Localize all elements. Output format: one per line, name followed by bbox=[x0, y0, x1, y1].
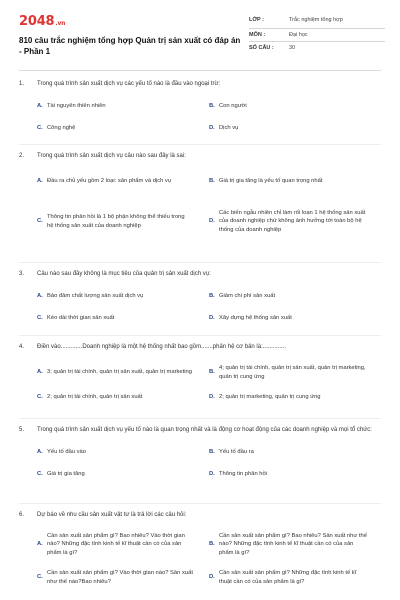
answer-options bbox=[37, 361, 381, 407]
meta-value-subject: Đại học bbox=[289, 32, 308, 38]
option-d[interactable] bbox=[209, 569, 381, 586]
option-letter: A. bbox=[37, 449, 43, 456]
option-row bbox=[37, 566, 381, 590]
option-text: Bảo đảm chất lượng sản xuất dịch vụ bbox=[47, 293, 144, 300]
option-row bbox=[37, 98, 381, 116]
site-logo[interactable] bbox=[19, 14, 65, 29]
meta-row-subject bbox=[249, 29, 385, 42]
option-d[interactable] bbox=[209, 124, 381, 133]
option-d[interactable] bbox=[209, 209, 381, 235]
option-letter: C. bbox=[37, 125, 43, 132]
option-letter: A. bbox=[37, 369, 43, 376]
option-a[interactable] bbox=[37, 292, 209, 301]
meta-value-count: 30 bbox=[289, 45, 296, 51]
option-row bbox=[37, 170, 381, 194]
option-text: Thông tin phản hồi là 1 bộ phận không thể thiếu trong hệ thống sản xuất của doanh nghiệp bbox=[47, 214, 185, 229]
option-c[interactable] bbox=[37, 569, 209, 586]
option-row bbox=[37, 120, 381, 138]
meta-label-subject: MÔN : bbox=[249, 32, 266, 38]
option-letter: A. bbox=[37, 103, 43, 110]
question-body: Câu nào sau đây không là mục tiêu của quản trị sản xuất dịch vụ: bbox=[37, 271, 211, 277]
question-number: 4. bbox=[19, 344, 25, 350]
question-body: Trong quá trình sản xuất dịch vụ các yếu tố nào là đầu vào ngoại trừ: bbox=[37, 81, 221, 87]
document-header bbox=[19, 12, 381, 64]
question-body: Điền vào.............Doanh nghiệp là một hệ thống nhất bao gồm.......phân hệ cơ bản là:.............. bbox=[37, 344, 287, 350]
option-letter: A. bbox=[37, 293, 43, 300]
option-text: Cần sản xuất sản phẩm gì? Những đặc tính kinh tế kĩ thuật cần có của sản phẩm là gì? bbox=[219, 570, 357, 585]
option-letter: B. bbox=[209, 293, 215, 300]
meta-label-class: LỚP : bbox=[249, 17, 264, 23]
option-a[interactable] bbox=[37, 448, 209, 457]
option-b[interactable] bbox=[209, 292, 381, 301]
option-text: Các biến ngẫu nhiên chỉ làm rối loạn 1 hệ thống sản xuất của doanh nghiệp chứ không ảnh hưởng tới toàn bộ hệ thống của doanh nghiệp bbox=[219, 209, 366, 233]
option-letter: A. bbox=[37, 541, 43, 548]
option-letter: B. bbox=[209, 449, 215, 456]
meta-value-class: Trắc nghiệm tổng hợp bbox=[289, 17, 343, 23]
option-letter: D. bbox=[209, 218, 215, 225]
question-divider bbox=[19, 262, 381, 263]
option-text: Công nghệ bbox=[47, 125, 76, 132]
option-d[interactable] bbox=[209, 314, 381, 323]
question-number: 1. bbox=[19, 81, 25, 87]
option-letter: C. bbox=[37, 218, 43, 225]
document-meta bbox=[249, 14, 385, 55]
option-letter: D. bbox=[209, 471, 215, 478]
option-row bbox=[37, 466, 381, 484]
answer-options bbox=[37, 170, 381, 244]
option-letter: D. bbox=[209, 574, 215, 581]
question-6 bbox=[19, 511, 381, 590]
question-5 bbox=[19, 426, 381, 484]
option-row bbox=[37, 200, 381, 244]
option-c[interactable] bbox=[37, 124, 209, 133]
option-d[interactable] bbox=[209, 393, 381, 402]
option-letter: D. bbox=[209, 315, 215, 322]
option-text: 2; quản trị tài chính, quản trị sản xuất bbox=[47, 394, 143, 401]
question-text bbox=[19, 511, 381, 521]
option-c[interactable] bbox=[37, 393, 209, 402]
option-row bbox=[37, 389, 381, 407]
option-text: Yếu tố đầu vào bbox=[47, 449, 86, 456]
option-letter: B. bbox=[209, 541, 215, 548]
answer-options bbox=[37, 529, 381, 590]
question-body: Trong quá trình sản xuất dịch vụ yếu tố nào là quan trọng nhất và là động cơ hoạt động của các doanh nghiệp và mọi tổ chức: bbox=[37, 427, 372, 433]
option-b[interactable] bbox=[209, 102, 381, 111]
option-text: Giảm chi phí sản xuất bbox=[219, 293, 276, 300]
option-letter: C. bbox=[37, 394, 43, 401]
option-row bbox=[37, 529, 381, 561]
question-number: 5. bbox=[19, 427, 25, 433]
option-letter: B. bbox=[209, 178, 215, 185]
option-letter: A. bbox=[37, 178, 43, 185]
option-text: Đầu ra chủ yếu gồm 2 loại: sản phẩm và dịch vụ bbox=[47, 178, 172, 185]
option-text: Cần sản xuất sản phẩm gì? Bao nhiêu? Vào thời gian nào? Những đặc tính kinh tế kĩ thuật cần có của sản phẩm là gì? bbox=[47, 532, 185, 556]
option-c[interactable] bbox=[37, 470, 209, 479]
document-title: 810 câu trắc nghiệm tổng hợp Quản trị sản xuất có đáp án - Phần 1 bbox=[19, 36, 241, 56]
question-divider bbox=[19, 144, 381, 145]
option-b[interactable] bbox=[209, 448, 381, 457]
option-row bbox=[37, 288, 381, 306]
question-number: 2. bbox=[19, 153, 25, 159]
option-b[interactable] bbox=[209, 177, 381, 186]
option-letter: B. bbox=[209, 103, 215, 110]
option-text: 4; quản trị tài chính, quản trị sản xuất, quản trị marketing, quản trị cung ứng bbox=[219, 365, 366, 380]
option-d[interactable] bbox=[209, 470, 381, 479]
option-letter: C. bbox=[37, 574, 43, 581]
question-text bbox=[19, 426, 381, 436]
option-text: Cần sản xuất sản phẩm gì? Vào thời gian nào? Sản xuất như thế nào?Bao nhiêu? bbox=[47, 570, 193, 585]
option-text: 2; quản trị marketing, quản trị cung ứng bbox=[219, 394, 321, 401]
question-number: 6. bbox=[19, 512, 25, 518]
option-text: Xây dựng hệ thống sản xuất bbox=[219, 315, 292, 322]
meta-row-class bbox=[249, 14, 385, 29]
option-text: Kéo dài thời gian sản xuất bbox=[47, 315, 115, 322]
option-text: Yếu tố đầu ra bbox=[219, 449, 254, 456]
logo-domain: .vn bbox=[55, 20, 66, 27]
question-3 bbox=[19, 270, 381, 328]
meta-label-count: SỐ CÂU : bbox=[249, 45, 274, 51]
option-letter: B. bbox=[209, 369, 215, 376]
option-text: Giá trị gia tăng bbox=[47, 471, 85, 478]
option-c[interactable] bbox=[37, 314, 209, 323]
option-text: Tài nguyên thiên nhiên bbox=[47, 103, 106, 110]
question-text bbox=[19, 343, 381, 353]
question-divider bbox=[19, 335, 381, 336]
option-a[interactable] bbox=[37, 368, 209, 377]
question-2 bbox=[19, 152, 381, 244]
question-text bbox=[19, 270, 381, 280]
option-b[interactable] bbox=[209, 364, 381, 381]
answer-options bbox=[37, 444, 381, 484]
question-text bbox=[19, 80, 381, 90]
option-text: 3; quản trị tài chính, quản trị sản xuất, quản trị marketing bbox=[47, 369, 193, 376]
option-row bbox=[37, 361, 381, 385]
option-text: Dịch vụ bbox=[219, 125, 239, 132]
option-b[interactable] bbox=[209, 532, 381, 558]
option-c[interactable] bbox=[37, 213, 209, 230]
question-divider bbox=[19, 418, 381, 419]
header-divider bbox=[19, 70, 381, 71]
question-body: Trong quá trình sản xuất dịch vụ câu nào sau đây là sai: bbox=[37, 153, 186, 159]
question-divider bbox=[19, 503, 381, 504]
question-number: 3. bbox=[19, 271, 25, 277]
question-4 bbox=[19, 343, 381, 407]
answer-options bbox=[37, 288, 381, 328]
meta-row-count bbox=[249, 42, 385, 55]
question-1 bbox=[19, 80, 381, 138]
answer-options bbox=[37, 98, 381, 138]
option-letter: C. bbox=[37, 471, 43, 478]
question-body: Dự báo về nhu cầu sản xuất vật tư là trả lời các câu hỏi: bbox=[37, 512, 187, 518]
question-text bbox=[19, 152, 381, 162]
option-a[interactable] bbox=[37, 532, 209, 558]
option-text: Con người bbox=[219, 103, 247, 110]
option-text: Giá trị gia tăng là yếu tố quan trọng nhất bbox=[219, 178, 323, 185]
option-text: Cần sản xuất sản phẩm gì? Bao nhiêu? Sản xuất như thế nào? Những đặc tính kinh tế kĩ thuật cần có của sản phẩm là gì? bbox=[219, 532, 367, 556]
option-a[interactable] bbox=[37, 177, 209, 186]
option-letter: C. bbox=[37, 315, 43, 322]
option-row bbox=[37, 310, 381, 328]
option-text: Thông tin phản hồi bbox=[219, 471, 268, 478]
option-a[interactable] bbox=[37, 102, 209, 111]
logo-text: 2048 bbox=[19, 14, 55, 29]
option-row bbox=[37, 444, 381, 462]
option-letter: D. bbox=[209, 394, 215, 401]
option-letter: D. bbox=[209, 125, 215, 132]
